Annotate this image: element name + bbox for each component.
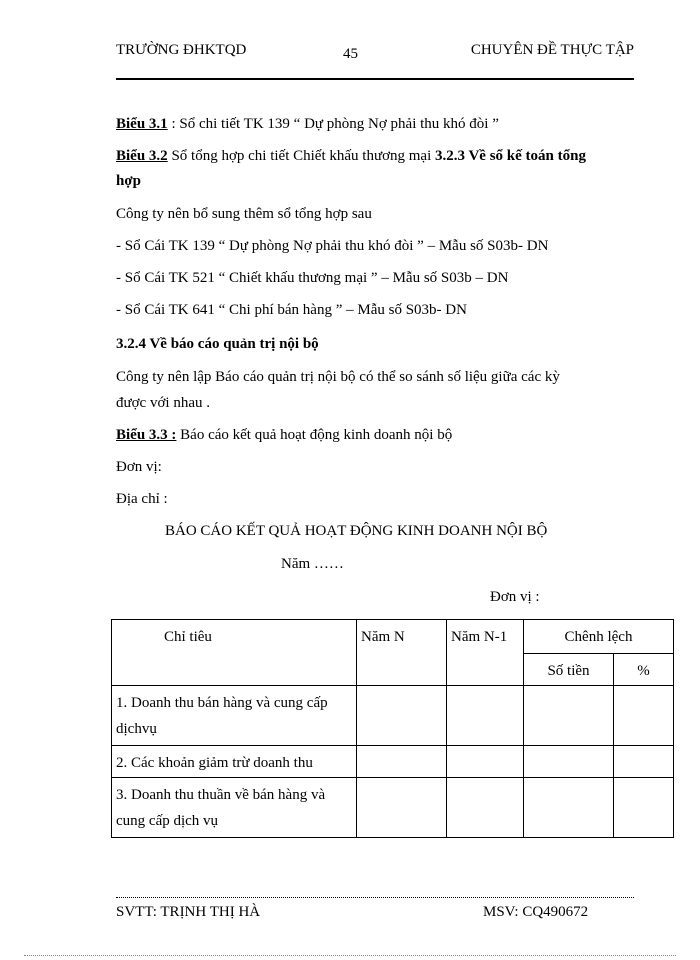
report-table — [111, 619, 674, 838]
header-so-tien — [524, 654, 614, 686]
footer-student-id: MSV: CQ490672 — [483, 904, 589, 920]
bullet-tk-139: - Sổ Cái TK 139 “ Dự phòng Nợ phải thu khó đòi ” – Mẫu số S03b- DN — [116, 238, 549, 254]
bieu-3-2-label: Biểu 3.2 — [116, 148, 168, 164]
header-percent — [614, 654, 674, 686]
row-cell — [524, 746, 614, 778]
bieu-3-3-line — [116, 427, 452, 444]
row-cell — [447, 778, 524, 838]
bieu-3-2-text: Sổ tổng hợp chi tiết Chiết khấu thương mại — [167, 148, 435, 164]
row-label-cell — [112, 746, 357, 778]
table-row — [112, 746, 674, 778]
row-label: 3. Doanh thu thuần về bán hàng và cung cấp dịch vụ — [116, 787, 326, 829]
report-unit: Đơn vị : — [490, 589, 540, 605]
bieu-3-1-label: Biểu 3.1 — [116, 116, 168, 132]
row-cell — [614, 746, 674, 778]
header-nam-n — [357, 620, 447, 686]
header-nam-n1 — [447, 620, 524, 686]
page-bottom-rule — [24, 955, 676, 956]
header-school: TRƯỜNG ĐHKTQD — [116, 42, 247, 58]
footer-student: SVTT: TRỊNH THỊ HÀ — [116, 904, 261, 920]
paragraph-line-1: Công ty nên lập Báo cáo quản trị nội bộ có thể so sánh số liệu giữa các kỳ — [116, 369, 560, 385]
section-3-2-4-title: 3.2.4 Về báo cáo quản trị nội bộ — [116, 336, 319, 352]
row-cell — [447, 746, 524, 778]
row-cell — [357, 686, 447, 746]
bieu-3-1-text: : Sổ chi tiết TK 139 “ Dự phòng Nợ phải thu khó đòi ” — [167, 116, 499, 132]
header-rule — [116, 78, 634, 80]
bullet-tk-641: - Sổ Cái TK 641 “ Chi phí bán hàng ” – Mẫu số S03b- DN — [116, 302, 467, 318]
bieu-3-3-text: Báo cáo kết quả hoạt động kinh doanh nội bộ — [176, 427, 453, 443]
table-header-row — [112, 620, 674, 654]
header-percent-text: % — [637, 663, 650, 679]
don-vi-label: Đơn vị: — [116, 459, 162, 475]
header-nam-n1-text: Năm N-1 — [451, 629, 508, 645]
page-number: 45 — [343, 46, 358, 62]
table-row — [112, 778, 674, 838]
section-3-2-3-title-cont: hợp — [116, 173, 141, 189]
bieu-3-1-line — [116, 116, 499, 133]
row-label-cell — [112, 686, 357, 746]
row-cell — [614, 778, 674, 838]
row-cell — [524, 686, 614, 746]
header-nam-n-text: Năm N — [361, 629, 405, 645]
row-cell — [524, 778, 614, 838]
row-label: 2. Các khoản giảm trừ doanh thu — [116, 755, 313, 771]
header-chi-tieu — [112, 620, 357, 686]
row-cell — [447, 686, 524, 746]
row-cell — [357, 778, 447, 838]
row-label-cell — [112, 778, 357, 838]
section-3-2-3-title: 3.2.3 Về sổ kế toán tổng — [435, 148, 586, 164]
row-cell — [614, 686, 674, 746]
report-year: Năm …… — [281, 556, 344, 572]
report-title: BÁO CÁO KẾT QUẢ HOẠT ĐỘNG KINH DOANH NỘI BỘ — [165, 523, 548, 539]
bieu-3-2-line — [116, 148, 586, 165]
header-chenh-lech-text: Chênh lệch — [564, 629, 633, 645]
intro-line: Công ty nên bổ sung thêm sổ tổng hợp sau — [116, 206, 372, 222]
header-topic: CHUYÊN ĐỀ THỰC TẬP — [470, 42, 634, 58]
header-chi-tieu-text: Chỉ tiêu — [164, 629, 212, 645]
table-row — [112, 686, 674, 746]
header-chenh-lech — [524, 620, 674, 654]
row-cell — [357, 746, 447, 778]
bieu-3-3-label: Biểu 3.3 : — [116, 427, 177, 443]
dia-chi-label: Địa chỉ : — [116, 491, 168, 507]
row-label: 1. Doanh thu bán hàng và cung cấp dịchvụ — [116, 695, 328, 737]
footer-rule — [116, 897, 634, 898]
paragraph-line-2: được với nhau . — [116, 395, 210, 411]
bullet-tk-521: - Sổ Cái TK 521 “ Chiết khấu thương mại ” – Mẫu số S03b – DN — [116, 270, 509, 286]
header-so-tien-text: Số tiền — [547, 663, 590, 679]
